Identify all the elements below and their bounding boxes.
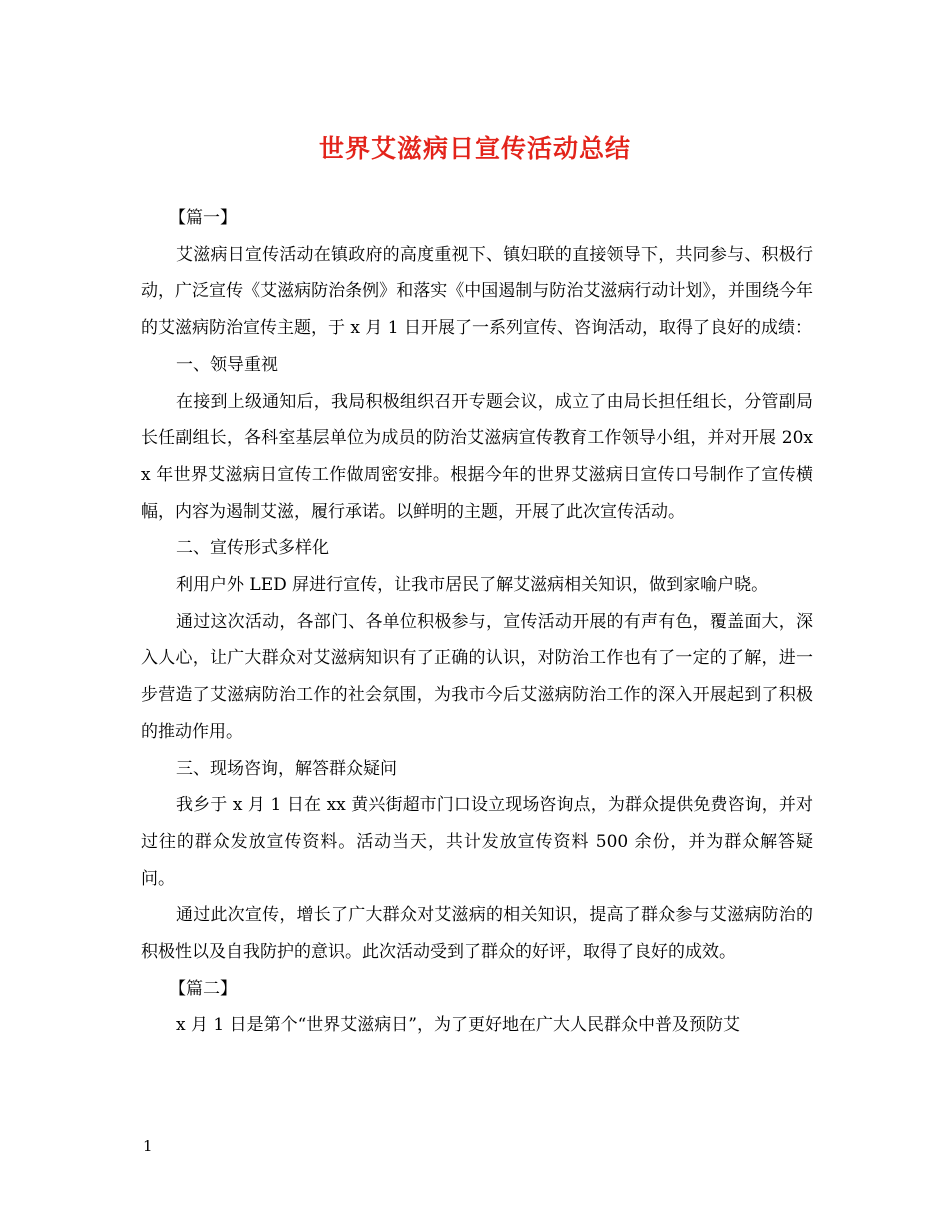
heading-leadership: 一、领导重视: [176, 354, 278, 375]
document-body: [141, 200, 813, 1044]
heading-publicity-forms: 二、宣传形式多样化: [176, 538, 329, 559]
paragraph-leadership: 在接到上级通知后，我局积极组织召开专题会议，成立了由局长担任组长，分管副局长任副组长，各科室基层单位为成员的防治艾滋病宣传教育工作领导小组，并对开展 20xx 年世界艾滋病日宣传工作做周密安排。根据今年的世界艾滋病日宣传口号制作了宣传横幅，内容为遏制艾滋，履行承诺。以鲜明的主题，开展了此次宣传活动。: [141, 391, 813, 522]
paragraph-intro: 艾滋病日宣传活动在镇政府的高度重视下、镇妇联的直接领导下，共同参与、积极行动，广泛宣传《艾滋病防治条例》和落实《中国遏制与防治艾滋病行动计划》，并围绕今年的艾滋病防治宣传主题，于 x 月 1 日开展了一系列宣传、咨询活动，取得了良好的成绩：: [141, 244, 813, 339]
section-label-part-two: 【篇二】: [169, 978, 237, 999]
page-number: 1: [143, 1137, 153, 1155]
paragraph-part-two-start: x 月 1 日是第个“世界艾滋病日”，为了更好地在广大人民群众中普及预防艾: [176, 1015, 740, 1036]
paragraph-activity-effect: 通过这次活动，各部门、各单位积极参与，宣传活动开展的有声有色，覆盖面大，深入人心，让广大群众对艾滋病知识有了正确的认识，对防治工作也有了一定的了解，进一步营造了艾滋病防治工作的社会氛围，为我市今后艾滋病防治工作的深入开展起到了积极的推动作用。: [141, 611, 813, 742]
section-label-part-one: 【篇一】: [169, 208, 237, 228]
paragraph-outcome: 通过此次宣传，增长了广大群众对艾滋病的相关知识，提高了群众参与艾滋病防治的积极性以及自我防护的意识。此次活动受到了群众的好评，取得了良好的成效。: [141, 905, 813, 963]
document-title: 世界艾滋病日宣传活动总结: [318, 134, 631, 163]
paragraph-led-screen: 利用户外 LED 屏进行宣传，让我市居民了解艾滋病相关知识，做到家喻户晓。: [176, 575, 769, 596]
heading-onsite-consulting: 三、现场咨询，解答群众疑问: [176, 758, 397, 779]
paragraph-consulting-point: 我乡于 x 月 1 日在 xx 黄兴街超市门口设立现场咨询点，为群众提供免费咨询，并对过往的群众发放宣传资料。活动当天，共计发放宣传资料 500 余份，并为群众解答疑问。: [141, 795, 813, 889]
